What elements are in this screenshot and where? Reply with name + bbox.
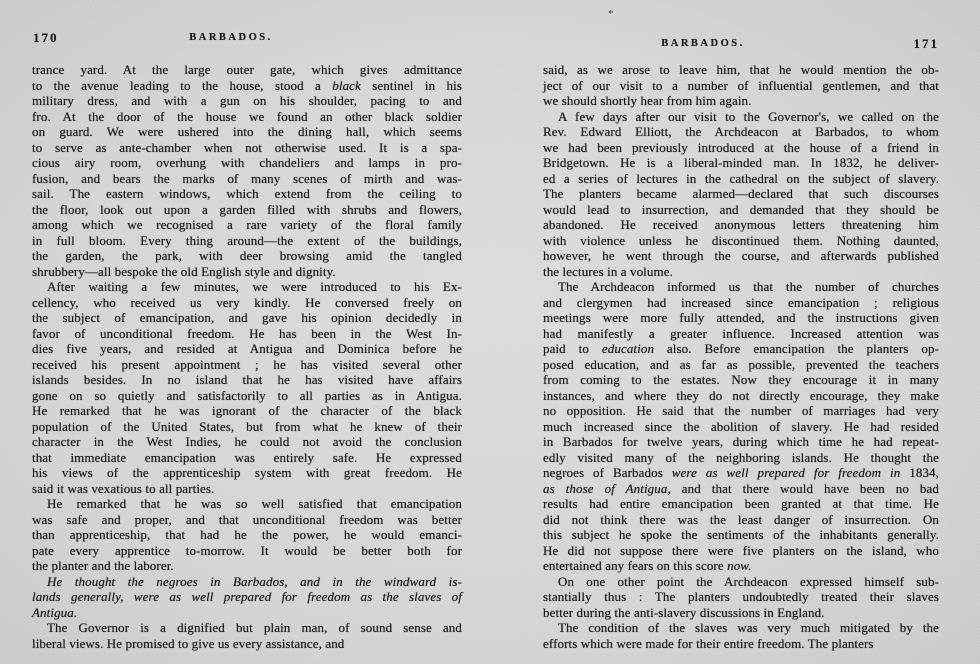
text-line: After waiting a few minutes, we were introduced to his Ex- bbox=[47, 279, 462, 294]
text-line: Antigua. bbox=[32, 604, 78, 620]
text-line: stantially thus : The planters undoubtedly treated their slaves bbox=[543, 589, 939, 604]
paragraph bbox=[543, 62, 939, 109]
text-line: edly visited many of the neighboring islands. He thought the bbox=[543, 449, 939, 465]
paragraph bbox=[32, 620, 462, 651]
page-number-right: 171 bbox=[913, 36, 939, 51]
right-page-header bbox=[543, 36, 939, 51]
text-line: from coming to the estates. Now they encourage it in many bbox=[543, 372, 939, 387]
running-head-right: BARBADOS. bbox=[661, 38, 745, 49]
left-page-body bbox=[32, 62, 462, 651]
text-line: much increased since the abolition of slavery. He had resided bbox=[543, 418, 939, 434]
text-line: we had been previously introduced at the house of a friend in bbox=[543, 139, 939, 155]
text-line: negroes of Barbados were as well prepared for freedom in 1834, bbox=[543, 465, 939, 480]
printers-mark: * bbox=[608, 8, 614, 20]
text-line: the planter and the laborer. bbox=[32, 558, 174, 573]
text-line: pate every apprentice to-morrow. It would be better both for bbox=[32, 542, 462, 558]
text-line: received his present appointment ; he has visited several other bbox=[32, 356, 462, 372]
text-line: Bridgetown. He is a liberal-minded man. In 1832, he deliver- bbox=[543, 155, 939, 170]
left-page-header bbox=[32, 30, 462, 45]
text-line: did not think there was the least danger of insurrection. On bbox=[543, 511, 939, 527]
text-line: The Governor is a dignified but plain man, of sound sense and bbox=[47, 620, 462, 635]
page-number-left: 170 bbox=[33, 30, 59, 45]
right-page-body bbox=[543, 62, 939, 651]
text-line: fusion, and bears the marks of many scenes of mirth and was- bbox=[32, 170, 462, 186]
running-head-left: BARBADOS. bbox=[189, 32, 273, 43]
text-line: gone on so quietly and satisfactorily to all parties as in Antigua. bbox=[32, 387, 462, 403]
text-line: results had entire emancipation been granted at that time. He bbox=[543, 496, 939, 511]
text-line: liberal views. He promised to give us every assistance, and bbox=[32, 635, 345, 651]
text-line: ject of our visit to a number of influential gentlemen, and that bbox=[543, 77, 939, 93]
text-line: The Archdeacon informed us that the number of churches bbox=[558, 279, 939, 294]
text-line: A few days after our visit to the Governor's, we called on the bbox=[558, 108, 939, 124]
paragraph bbox=[32, 279, 462, 496]
text-line: said, as we arose to leave him, that he would mention the ob- bbox=[543, 62, 939, 77]
text-line: He thought the negroes in Barbados, and in the windward is- bbox=[47, 573, 462, 589]
text-line: The condition of the slaves was very much mitigated by the bbox=[558, 620, 939, 635]
text-line: was safe and proper, and that unconditional freedom was better bbox=[32, 511, 462, 527]
text-line: lands generally, were as well prepared for freedom as the slaves of bbox=[32, 589, 462, 604]
text-line: fro. At the door of the house we found an other black soldier bbox=[32, 108, 462, 124]
paragraph bbox=[32, 574, 462, 621]
text-line: the garden, the park, with deer browsing amid the tangled bbox=[32, 248, 462, 263]
text-line: this subject he spoke the sentiments of the inhabitants generally. bbox=[543, 527, 939, 542]
text-line: ed a series of lectures in the cathedral on the subject of slavery. bbox=[543, 170, 939, 186]
text-line: entertained any fears on this score now. bbox=[543, 558, 752, 573]
text-line: had manifestly a greater influence. Increased attention was bbox=[543, 325, 939, 341]
paragraph bbox=[543, 620, 939, 651]
text-line: in Barbados for twelve years, during which time he had repeat- bbox=[543, 434, 939, 449]
paragraph bbox=[543, 574, 939, 621]
text-line: He remarked that he was ignorant of the character of the black bbox=[32, 403, 462, 418]
text-line: military dress, and with a gun on his shoulder, pacing to and bbox=[32, 93, 462, 108]
text-line: character in the West Indies, he could not avoid the conclusion bbox=[32, 434, 462, 449]
text-line: and clergymen had increased since emancipation ; religious bbox=[543, 294, 939, 310]
paragraph bbox=[32, 62, 462, 279]
text-line: posed education, and as far as possible, prevented the teachers bbox=[543, 356, 939, 372]
text-line: He did not suppose there were five planters on the island, who bbox=[543, 542, 939, 558]
left-page bbox=[32, 30, 462, 651]
text-line: would lead to insurrection, and demanded that they should be bbox=[543, 201, 939, 217]
text-line: than apprenticeship, that had he the power, he would emanci- bbox=[32, 527, 462, 542]
text-line: dies five years, and resided at Antigua and Dominica before he bbox=[32, 341, 462, 356]
text-line: as those of Antigua, and that there would have been no bad bbox=[543, 480, 939, 496]
text-line: with violence unless he discontinued them. Nothing daunted, bbox=[543, 232, 939, 248]
text-line: the floor, look out upon a garden filled with shrubs and flowers, bbox=[32, 201, 462, 217]
text-line: instances, and where they do not directly encourage, they make bbox=[543, 387, 939, 403]
text-line: that immediate emancipation was entirely safe. He expressed bbox=[32, 449, 462, 465]
text-line: efforts which were made for their entire freedom. The planters bbox=[543, 635, 874, 651]
text-line: among which we recognised a rare variety of the floral family bbox=[32, 217, 462, 232]
text-line: said it was vexatious to all parties. bbox=[32, 480, 215, 496]
text-line: cellency, who received us very kindly. He conversed freely on bbox=[32, 294, 462, 310]
text-line: no opposition. He said that the number of marriages had very bbox=[543, 403, 939, 418]
text-line: abandoned. He received anonymous letters threatening him bbox=[543, 217, 939, 232]
text-line: on guard. We were ushered into the dining hall, which seems bbox=[32, 124, 462, 139]
text-line: we should shortly hear from him again. bbox=[543, 93, 752, 108]
text-line: to serve as ante-chamber when not otherwise used. It is a spa- bbox=[32, 139, 462, 155]
text-line: The planters became alarmed—declared that such discourses bbox=[543, 186, 939, 201]
paragraph bbox=[543, 109, 939, 280]
text-line: shrubbery—all bespoke the old English style and dignity. bbox=[32, 263, 336, 279]
text-line: the lectures in a volume. bbox=[543, 263, 673, 279]
text-line: favor of unconditional freedom. He has been in the West In- bbox=[32, 325, 462, 341]
text-line: however, he went through the course, and afterwards published bbox=[543, 248, 939, 263]
text-line: to the avenue leading to the house, stood a black sentinel in his bbox=[32, 77, 462, 93]
text-line: sail. The eastern windows, which extend from the ceiling to bbox=[32, 186, 462, 201]
text-line: islands besides. In no island that he has visited have affairs bbox=[32, 372, 462, 387]
text-line: population of the United States, but from what he knew of their bbox=[32, 418, 462, 434]
paragraph bbox=[32, 496, 462, 574]
text-line: in full bloom. Every thing around—the extent of the buildings, bbox=[32, 232, 462, 248]
text-line: paid to education also. Before emancipation the planters op- bbox=[543, 341, 940, 356]
right-page bbox=[543, 36, 939, 651]
text-line: meetings were more fully attended, and the instructions given bbox=[543, 310, 939, 325]
text-line: his views of the apprenticeship system with great freedom. He bbox=[32, 465, 462, 480]
text-line: trance yard. At the large outer gate, which gives admittance bbox=[32, 62, 462, 77]
text-line: better during the anti-slavery discussions in England. bbox=[543, 604, 825, 620]
text-line: On one other point the Archdeacon expressed himself sub- bbox=[558, 573, 939, 589]
text-line: cious airy room, overhung with chandeliers and lamps in pro- bbox=[32, 155, 462, 170]
paragraph bbox=[543, 279, 939, 574]
text-line: He remarked that he was so well satisfied that emancipation bbox=[47, 496, 462, 511]
text-line: Rev. Edward Elliott, the Archdeacon at Barbados, to whom bbox=[543, 124, 939, 139]
text-line: the subject of emancipation, and gave his opinion decidedly in bbox=[32, 310, 462, 325]
